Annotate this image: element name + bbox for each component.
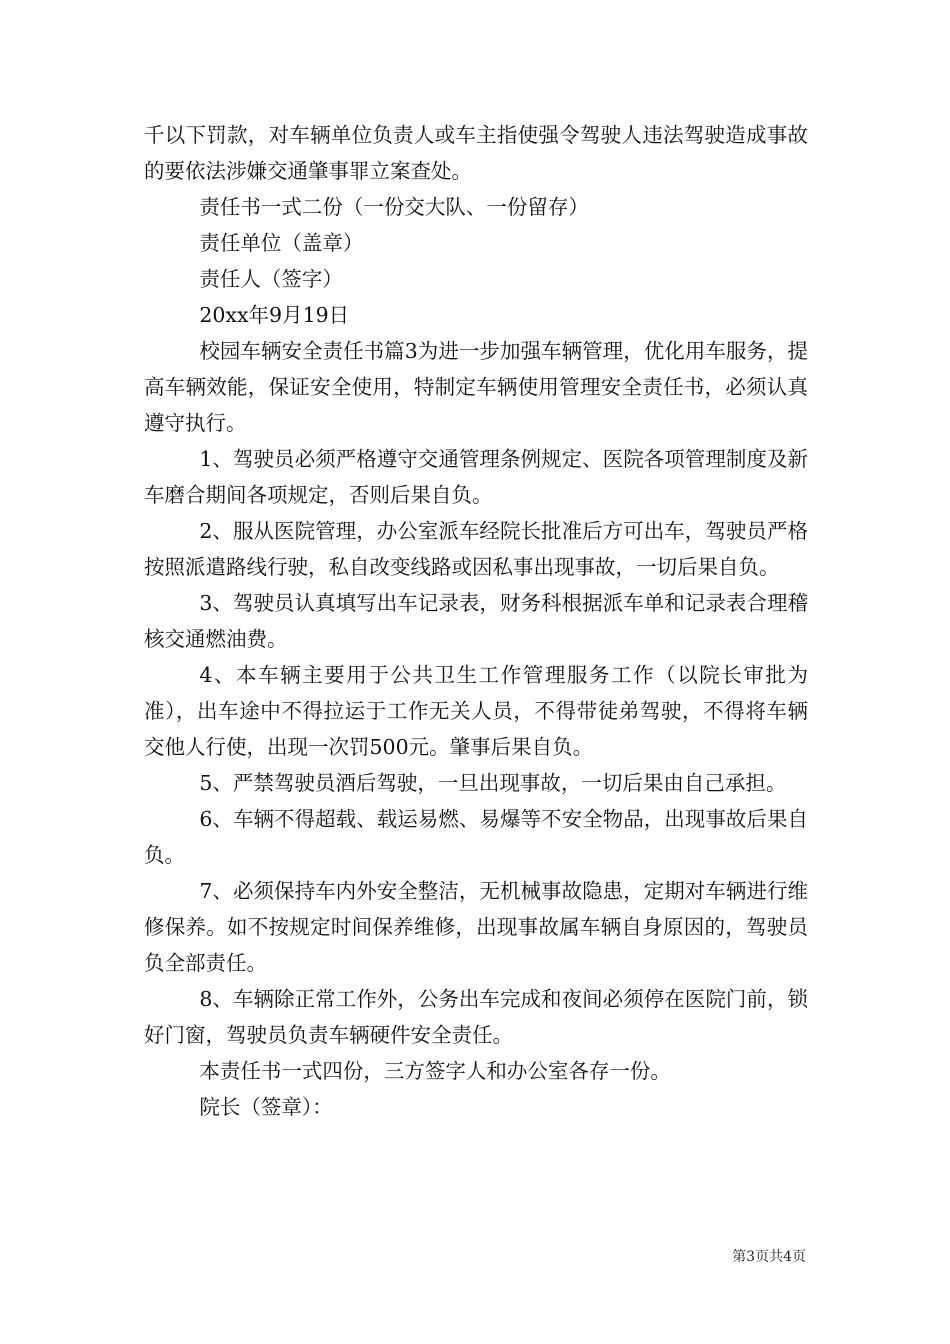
paragraph-rule-7: 7、必须保持车内外安全整洁，无机械事故隐患，定期对车辆进行维修保养。如不按规定时间保养维修，出现事故属车辆自身原因的，驾驶员负全部责任。 xyxy=(144,879,808,975)
paragraph-copies-note: 责任书一式二份（一份交大队、一份留存） xyxy=(199,195,589,219)
paragraph-rule-5: 5、严禁驾驶员酒后驾驶，一旦出现事故，一切后果由自己承担。 xyxy=(199,771,787,795)
paragraph-rule-3: 3、驾驶员认真填写出车记录表，财务科根据派车单和记录表合理稽核交通燃油费。 xyxy=(144,591,808,651)
paragraph-director-signature: 院长（签章）： xyxy=(199,1095,333,1119)
paragraph-responsible-person: 责任人（签字） xyxy=(199,267,343,291)
paragraph-rule-1: 1、驾驶员必须严格遵守交通管理条例规定、医院各项管理制度及新车磨合期间各项规定，否则后果自负。 xyxy=(144,447,808,507)
paragraph-rule-6: 6、车辆不得超载、载运易燃、易爆等不安全物品，出现事故后果自负。 xyxy=(144,807,808,867)
paragraph-intro-section-3: 校园车辆安全责任书篇3为进一步加强车辆管理，优化用车服务，提高车辆效能，保证安全使用，特制定车辆使用管理安全责任书，必须认真遵守执行。 xyxy=(144,339,808,435)
paragraph-date: 20xx年9月19日 xyxy=(199,303,350,327)
paragraph-rule-8: 8、车辆除正常工作外，公务出车完成和夜间必须停在医院门前，锁好门窗，驾驶员负责车辆硬件安全责任。 xyxy=(144,987,808,1047)
paragraph-copies-four: 本责任书一式四份，三方签字人和办公室各存一份。 xyxy=(199,1059,671,1083)
paragraph-rule-2: 2、服从医院管理，办公室派车经院长批准后方可出车，驾驶员严格按照派遣路线行驶，私自改变线路或因私事出现事故，一切后果自负。 xyxy=(144,519,808,579)
page-number: 第3页共4页 xyxy=(732,1249,806,1265)
document-body xyxy=(144,117,808,1125)
paragraph-penalty-continuation: 千以下罚款，对车辆单位负责人或车主指使强令驾驶人违法驾驶造成事故的要依法涉嫌交通肇事罪立案查处。 xyxy=(144,123,808,183)
paragraph-rule-4: 4、本车辆主要用于公共卫生工作管理服务工作（以院长审批为准），出车途中不得拉运于工作无关人员，不得带徒弟驾驶，不得将车辆交他人行使，出现一次罚500元。肇事后果自负。 xyxy=(144,663,808,759)
paragraph-responsible-unit: 责任单位（盖章） xyxy=(199,231,364,255)
